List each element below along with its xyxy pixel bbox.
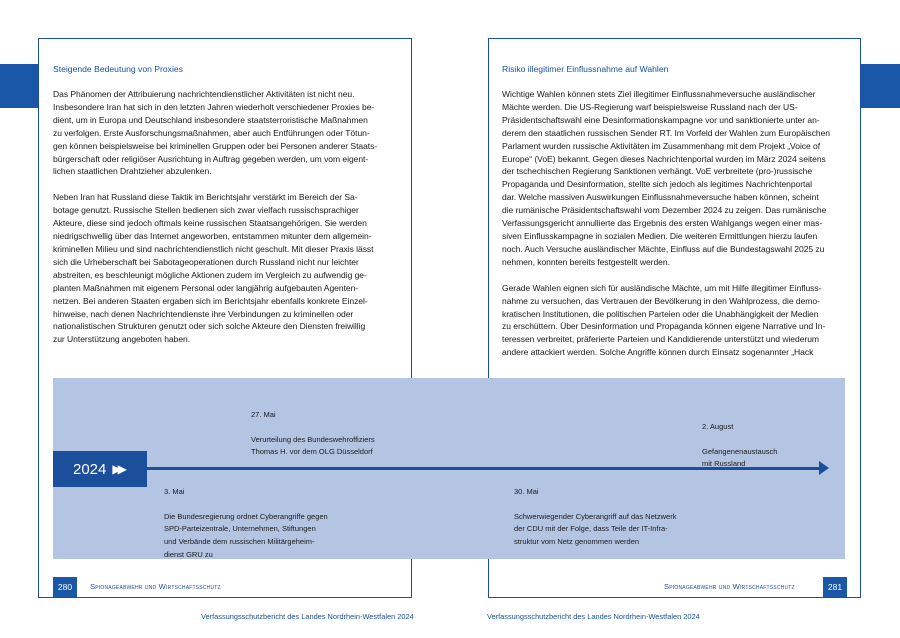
right-paragraph-1: Wichtige Wahlen können stets Ziel illegitimer Einflussnahmeversuche ausländischer Mächte werden. Die US-Regierung warf beispielsweise Russland nach der US- Präsidentschaftswahl eine Desinformationskampagne vor und sanktionierte unter an- derem den staatlichen russischen Sender RT. Im Vorfeld der Wahlen zum Europäischen Parlament wurden russische Aktivitäten im Zusammenhang mit dem Projekt „Voice of Europe“ (VoE) bekannt. Gegen dieses Nachrichtenportal wurden im März 2024 seitens der tschechischen Regierung Sanktionen verhängt. VoE verbreitete (pro-)russische Propaganda und Desinformation, stellte sich jedoch als legitimes Nachrichtenportal dar. Welche massiven Auswirkungen Einflussnahmeversuche haben können, scheint die rumänische Präsidentschaftswahl vom Dezember 2024 zu zeigen. Das rumänische Verfassungsgericht annullierte das Ergebnis des ersten Wahlgangs wegen einer mas- siven Einflusskampagne in sozialen Medien. Die weiteren Ermittlungen hierzu laufen noch. Auch Versuche ausländischer Mächte, Einfluss auf die Bundestagswahl 2025 zu nehmen, konnten bereits festgestellt werden. bbox=[502, 89, 830, 267]
right-page-footer: Verfassungsschutzbericht des Landes Nordrhein-Westfalen 2024 bbox=[487, 612, 700, 621]
left-page-heading: Steigende Bedeutung von Proxies bbox=[53, 64, 183, 74]
timeline-event-text: Schwerwiegender Cyberangriff auf das Netzwerk der CDU mit der Folge, dass Teile der IT-Infra- struktur vom Netz genommen werden bbox=[514, 511, 677, 546]
timeline-arrow-head-icon bbox=[819, 461, 829, 475]
timeline-event-text: Die Bundesregierung ordnet Cyberangriffe gegen SPD-Parteizentrale, Unternehmen, Stiftungen und Verbände dem russischen Militärgeheim- dienst GRU zu bbox=[164, 511, 328, 559]
right-page-number: 281 bbox=[823, 577, 847, 597]
left-page-column bbox=[53, 64, 393, 359]
timeline-event bbox=[514, 473, 676, 561]
left-page-footer: Verfassungsschutzbericht des Landes Nordrhein-Westfalen 2024 bbox=[201, 612, 414, 621]
timeline-event-text: Gefangenenaustausch mit Russland bbox=[702, 446, 778, 469]
timeline-event-date: 27. Mai bbox=[251, 409, 276, 419]
timeline-event-date: 2. August bbox=[702, 421, 734, 431]
timeline-event bbox=[164, 473, 328, 574]
right-page-column bbox=[502, 64, 846, 372]
left-page-number: 280 bbox=[53, 577, 77, 597]
right-edge-tab bbox=[861, 64, 900, 108]
right-section-label: Spionageabwehr und Wirtschaftsschutz bbox=[664, 582, 795, 591]
timeline-event bbox=[251, 396, 375, 472]
left-paragraph-2: Neben Iran hat Russland diese Taktik im Berichtsjahr verstärkt im Bereich der Sa- botage genutzt. Russische Stellen bedienen sich zwar vielfach russischsprachiger Akteure, diese sind jedoch oftmals keine russischen Staatsangehörigen. Sie werden niedrigschwellig über das Internet angeworben, entstammen mitunter dem allgemein- kriminellen Milieu und sind nachrichtendienstlich nicht geschult. Mit dieser Praxis lässt sich die Urheberschaft bei Sabotageoperationen durch Russland nicht nur leichter abstreiten, es beschleunigt mögliche Aktionen zudem im Vergleich zu aufwendig ge- planten Maßnahmen mit eigenem Personal oder langjährig aufgebauten Agenten- netzen. Bei anderen Staaten ergaben sich im Berichtsjahr ebenfalls konkrete Einzel- hinweise, nach denen Nachrichtendienste ihre Verbindungen zu kriminellen oder nationalistischen Strukturen genutzt oder sich solche Akteure den Diensten freiwillig zur Unterstützung angeboten haben. bbox=[53, 192, 374, 345]
left-paragraph-1: Das Phänomen der Attribuierung nachrichtendienstlicher Aktivitäten ist nicht neu. Insbesondere Iran hat sich in den letzten Jahren wiederholt verschiedener Proxies be- dient, um in Europa und Deutschland insbesondere staatsterroristische Maßnahmen zu verfolgen. Erste Ausforschungsmaßnahmen, aber auch Entführungen oder Tötun- gen können beispielsweise bei kriminellen Gruppen oder bei Personen anderer Staats- bürgerschaft oder religiöser Ausrichtung in Auftrag gegeben werden, um vom eigent- lichen staatlichen Drahtzieher abzulenken. bbox=[53, 89, 378, 177]
timeline-event-text: Verurteilung des Bundeswehroffiziers Thomas H. vor dem OLG Düsseldorf bbox=[251, 434, 375, 457]
left-section-label: Spionageabwehr und Wirtschaftsschutz bbox=[90, 582, 221, 591]
timeline-event bbox=[702, 408, 777, 484]
left-edge-tab bbox=[0, 64, 38, 108]
timeline-event-date: 30. Mai bbox=[514, 486, 539, 496]
timeline-event-date: 3. Mai bbox=[164, 486, 185, 496]
timeline-panel bbox=[53, 378, 845, 559]
timeline-year: 2024 bbox=[73, 460, 107, 478]
timeline-year-badge bbox=[53, 451, 147, 487]
right-page-heading: Risiko illegitimer Einflussnahme auf Wahlen bbox=[502, 64, 669, 74]
right-paragraph-2: Gerade Wahlen eignen sich für ausländische Mächte, um mit Hilfe illegitimer Einfluss- nahme zu versuchen, das Vertrauen der Bevölkerung in den Wahlprozess, die demo- kratischen Institutionen, die politischen Parteien oder die Unabhängigkeit der Medien zu erschüttern. Über Desinformation und Propaganda können eigene Narrative und In- teressen verbreitet, präferierte Parteien und Kandidierende unterstützt und wiederum andere attackiert werden. Solche Angriffe können durch Einsatz sogenannter „Hack bbox=[502, 282, 826, 358]
double-chevron-right-icon: ▶▶ bbox=[112, 462, 123, 476]
